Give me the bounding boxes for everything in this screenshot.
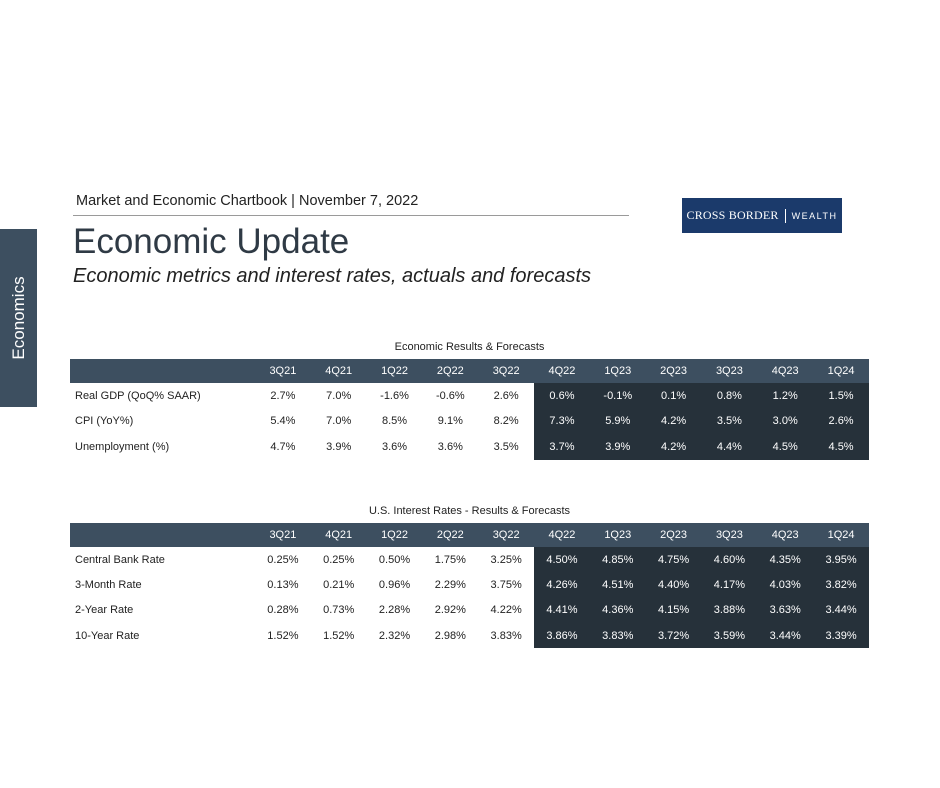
row-label: 2-Year Rate [75,604,134,617]
header-blank-cell [70,523,255,547]
column-header: 4Q23 [757,523,813,547]
actual-cell: 9.1% [437,415,463,428]
forecast-cell: 4.17% [702,572,758,597]
row-label: Unemployment (%) [75,440,170,453]
column-header: 4Q21 [311,359,367,383]
column-header: 2Q22 [422,523,478,547]
logo-separator [785,209,786,223]
actual-cell: 0.28% [267,604,299,617]
actual-cell: 1.52% [323,629,355,642]
column-header: 3Q23 [702,523,758,547]
column-header: 2Q22 [422,359,478,383]
forecast-cell: 3.0% [757,409,813,435]
row-label: 10-Year Rate [75,629,140,642]
forecast-cell: 4.26% [534,572,590,597]
actual-cell: 2.32% [378,629,411,642]
actual-cell: 8.2% [493,415,519,428]
forecast-cell: 3.83% [590,623,646,648]
forecast-cell: 3.44% [813,598,869,623]
forecast-cell: 3.82% [813,572,869,597]
forecast-cell: 5.9% [590,409,646,435]
forecast-cell: 4.41% [534,598,590,623]
column-header: 1Q23 [590,359,646,383]
column-header: 4Q22 [534,359,590,383]
company-logo [682,198,842,233]
forecast-cell: 4.2% [646,434,702,460]
actual-cell: 0.96% [378,578,411,591]
economic-results-table [70,359,869,460]
sidebar-tab-economics[interactable] [0,229,37,407]
actual-cell: 2.28% [378,604,411,617]
actual-cell: 3.83% [490,629,522,642]
actual-cell: 0.25% [323,553,355,566]
interest-rates-table [70,523,869,648]
forecast-cell: 3.9% [590,434,646,460]
forecast-cell: 4.51% [590,572,646,597]
table-row [70,572,869,597]
forecast-cell: 4.15% [646,598,702,623]
actual-cell: 1.75% [434,553,466,566]
column-header: 3Q22 [478,523,534,547]
column-header: 2Q23 [646,523,702,547]
actual-cell: 7.0% [326,389,352,402]
column-header: 1Q23 [590,523,646,547]
table-header-row [70,523,869,547]
forecast-cell: 3.72% [646,623,702,648]
actual-cell: 7.0% [326,415,352,428]
page-subtitle: Economic metrics and interest rates, actuals and forecasts [73,265,592,287]
page-title: Economic Update [73,222,350,261]
actual-cell: 0.13% [267,578,299,591]
table-row [70,409,869,435]
forecast-cell: 4.40% [646,572,702,597]
forecast-cell: 4.5% [757,434,813,460]
forecast-cell: 1.2% [757,383,813,409]
actual-cell: 0.25% [267,553,299,566]
column-header: 3Q22 [478,359,534,383]
chartbook-header: Market and Economic Chartbook | November 7, 2022 [76,193,419,209]
forecast-cell: 3.63% [757,598,813,623]
forecast-cell: 3.5% [702,409,758,435]
actual-cell: -0.6% [435,389,465,402]
forecast-cell: 4.50% [534,547,590,572]
column-header: 1Q24 [813,359,869,383]
actual-cell: 3.25% [490,553,522,566]
actual-cell: 2.7% [270,389,296,402]
row-label: Real GDP (QoQ% SAAR) [75,389,201,402]
forecast-cell: 4.35% [757,547,813,572]
table-row [70,383,869,409]
actual-cell: 0.21% [323,578,355,591]
actual-cell: 2.98% [434,629,466,642]
logo-tag: WEALTH [791,210,838,221]
table-header-row [70,359,869,383]
forecast-cell: 3.86% [534,623,590,648]
forecast-cell: 4.03% [757,572,813,597]
forecast-cell: 4.5% [813,434,869,460]
column-header: 2Q23 [646,359,702,383]
actual-cell: 3.75% [490,578,522,591]
actual-cell: 5.4% [270,415,296,428]
column-header: 3Q21 [255,359,311,383]
column-header: 4Q22 [534,523,590,547]
forecast-cell: 0.6% [534,383,590,409]
row-label: 3-Month Rate [75,578,142,591]
table-row [70,547,869,572]
actual-cell: 3.6% [381,440,408,453]
actual-cell: 2.29% [434,578,466,591]
column-header: 1Q22 [367,359,423,383]
forecast-cell: 2.6% [813,409,869,435]
actual-cell: 1.52% [267,629,299,642]
actual-cell: 2.92% [434,604,466,617]
column-header: 4Q23 [757,359,813,383]
forecast-cell: 4.36% [590,598,646,623]
column-header: 3Q23 [702,359,758,383]
header-blank-cell [70,359,255,383]
forecast-cell: 3.39% [813,623,869,648]
actual-cell: 3.6% [437,440,463,453]
actual-cell: 4.7% [270,440,296,453]
table-row [70,434,869,460]
forecast-cell: 4.75% [646,547,702,572]
forecast-cell: 1.5% [813,383,869,409]
row-label: Central Bank Rate [75,553,165,566]
forecast-cell: 4.85% [590,547,646,572]
economic-table-caption: Economic Results & Forecasts [394,341,545,353]
actual-cell: 4.22% [490,604,522,617]
table-row [70,598,869,623]
table-row [70,623,869,648]
forecast-cell: 3.95% [813,547,869,572]
forecast-cell: 3.44% [757,623,813,648]
logo-brand: CROSS BORDER [686,208,779,222]
header-divider [73,215,629,216]
actual-cell: 0.50% [378,553,411,566]
rates-table-caption: U.S. Interest Rates - Results & Forecasts [368,505,571,517]
forecast-cell: -0.1% [590,383,646,409]
forecast-cell: 7.3% [534,409,590,435]
forecast-cell: 0.1% [646,383,702,409]
actual-cell: 8.5% [381,415,408,428]
actual-cell: 0.73% [323,604,355,617]
row-label: CPI (YoY%) [75,415,134,428]
forecast-cell: 3.7% [534,434,590,460]
column-header: 1Q24 [813,523,869,547]
actual-cell: 3.9% [326,440,352,453]
forecast-cell: 4.60% [702,547,758,572]
forecast-cell: 0.8% [702,383,758,409]
column-header: 1Q22 [367,523,423,547]
column-header: 3Q21 [255,523,311,547]
actual-cell: 2.6% [493,389,519,402]
forecast-cell: 3.88% [702,598,758,623]
forecast-cell: 4.2% [646,409,702,435]
forecast-cell: 4.4% [702,434,758,460]
actual-cell: -1.6% [380,389,409,402]
sidebar-tab-label: Economics [8,276,28,360]
column-header: 4Q21 [311,523,367,547]
forecast-cell: 3.59% [702,623,758,648]
actual-cell: 3.5% [493,440,519,453]
